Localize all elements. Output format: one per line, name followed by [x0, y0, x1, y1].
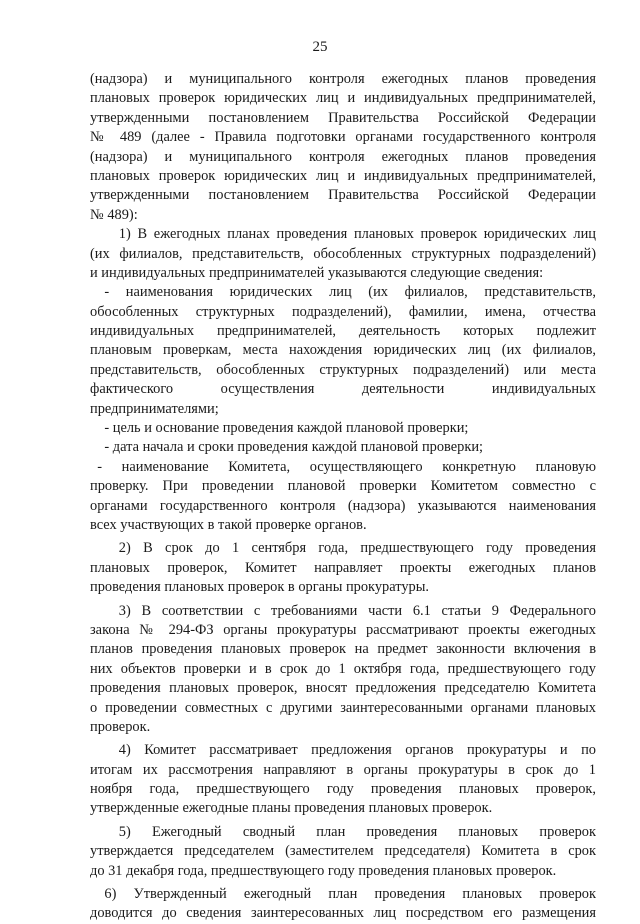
text-line: 5) Ежегодный сводный план проведения плановых проверок: [118, 823, 596, 840]
text-line: них объектов проверки и в срок до 1 октября года, предшествующего году: [90, 660, 596, 677]
text-line: 3) В соответствии с требованиями части 6.1 статьи 9 Федерального: [118, 602, 596, 619]
text-line: плановых проверок, Комитет направляет проекты ежегодных планов: [90, 559, 596, 576]
text-line: о проведении совместных с другими заинтересованными органами плановых: [90, 699, 596, 716]
text-line: плановых проверок юридических лиц и индивидуальных предпринимателей,: [90, 167, 596, 184]
body-text: [90, 70, 596, 924]
page-number: 25: [312, 39, 328, 55]
text-line: проверку. При проведении плановой проверки Комитетом совместно с: [90, 478, 596, 495]
text-line: утвержденными постановлением Правительства Российской Федерации: [90, 109, 596, 126]
text-line: - наименование Комитета, осуществляющего конкретную плановую: [97, 458, 596, 475]
text-line: проведения плановых проверок, вносят предложения председателю Комитета: [90, 680, 596, 697]
text-line: закона № 294-ФЗ органы прокуратуры рассматривают проекты ежегодных: [90, 621, 596, 638]
text-line: фактического осуществления деятельности индивидуальных: [90, 381, 596, 398]
text-line: до 31 декабря года, предшествующего году проведения плановых проверок.: [90, 862, 557, 879]
text-line: проведения плановых проверок в органы прокуратуры.: [90, 579, 430, 596]
text-line: № 489 (далее - Правила подготовки органами государственного контроля: [90, 129, 596, 146]
text-line: всех участвующих в такой проверке органов.: [90, 516, 367, 533]
text-line: индивидуальных предпринимателей, деятельность которых подлежит: [90, 323, 596, 340]
text-line: планов проведения плановых проверок на предмет законности включения в: [90, 641, 596, 658]
text-line: обособленных структурных подразделений), фамилии, имена, отчества: [90, 303, 596, 320]
text-line: органами государственного контроля (надзора) указываются наименования: [90, 497, 596, 514]
text-line: утверждается председателем (заместителем председателя) Комитета в срок: [90, 843, 596, 860]
text-line: плановых проверок юридических лиц и индивидуальных предпринимателей,: [90, 90, 596, 107]
text-line: - цель и основание проведения каждой плановой проверки;: [104, 420, 469, 437]
text-line: плановым проверкам, места нахождения юридических лиц (их филиалов,: [90, 342, 596, 359]
text-line: 2) В срок до 1 сентября года, предшествующего году проведения: [118, 540, 596, 557]
text-line: представительств, обособленных структурных подразделений) или места: [90, 361, 596, 378]
text-line: ноября года, предшествующего году проведения плановых проверок,: [90, 781, 596, 798]
text-line: 4) Комитет рассматривает предложения органов прокуратуры и по: [118, 742, 596, 759]
text-line: доводится до сведения заинтересованных лиц посредством его размещения: [90, 905, 596, 922]
text-line: № 489):: [90, 206, 138, 223]
text-line: и индивидуальных предпринимателей указываются следующие сведения:: [90, 264, 544, 281]
text-line: (их филиалов, представительств, обособленных структурных подразделений): [90, 245, 596, 262]
text-line: 6) Утвержденный ежегодный план проведения плановых проверок: [104, 886, 596, 903]
text-line: итогам их рассмотрения направляют в органы прокуратуры в срок до 1: [90, 761, 596, 778]
text-line: утвержденными постановлением Правительства Российской Федерации: [90, 187, 596, 204]
text-line: - дата начала и сроки проведения каждой плановой проверки;: [104, 439, 484, 456]
text-line: 1) В ежегодных планах проведения плановых проверок юридических лиц: [118, 226, 596, 243]
text-line: - наименования юридических лиц (их филиалов, представительств,: [104, 284, 596, 301]
text-line: (надзора) и муниципального контроля ежегодных планов проведения: [90, 71, 596, 87]
text-line: предпринимателями;: [90, 400, 219, 417]
text-line: (надзора) и муниципального контроля ежегодных планов проведения: [90, 148, 596, 165]
text-line: утвержденные ежегодные планы проведения плановых проверок.: [90, 800, 493, 817]
text-line: проверок.: [90, 718, 151, 735]
